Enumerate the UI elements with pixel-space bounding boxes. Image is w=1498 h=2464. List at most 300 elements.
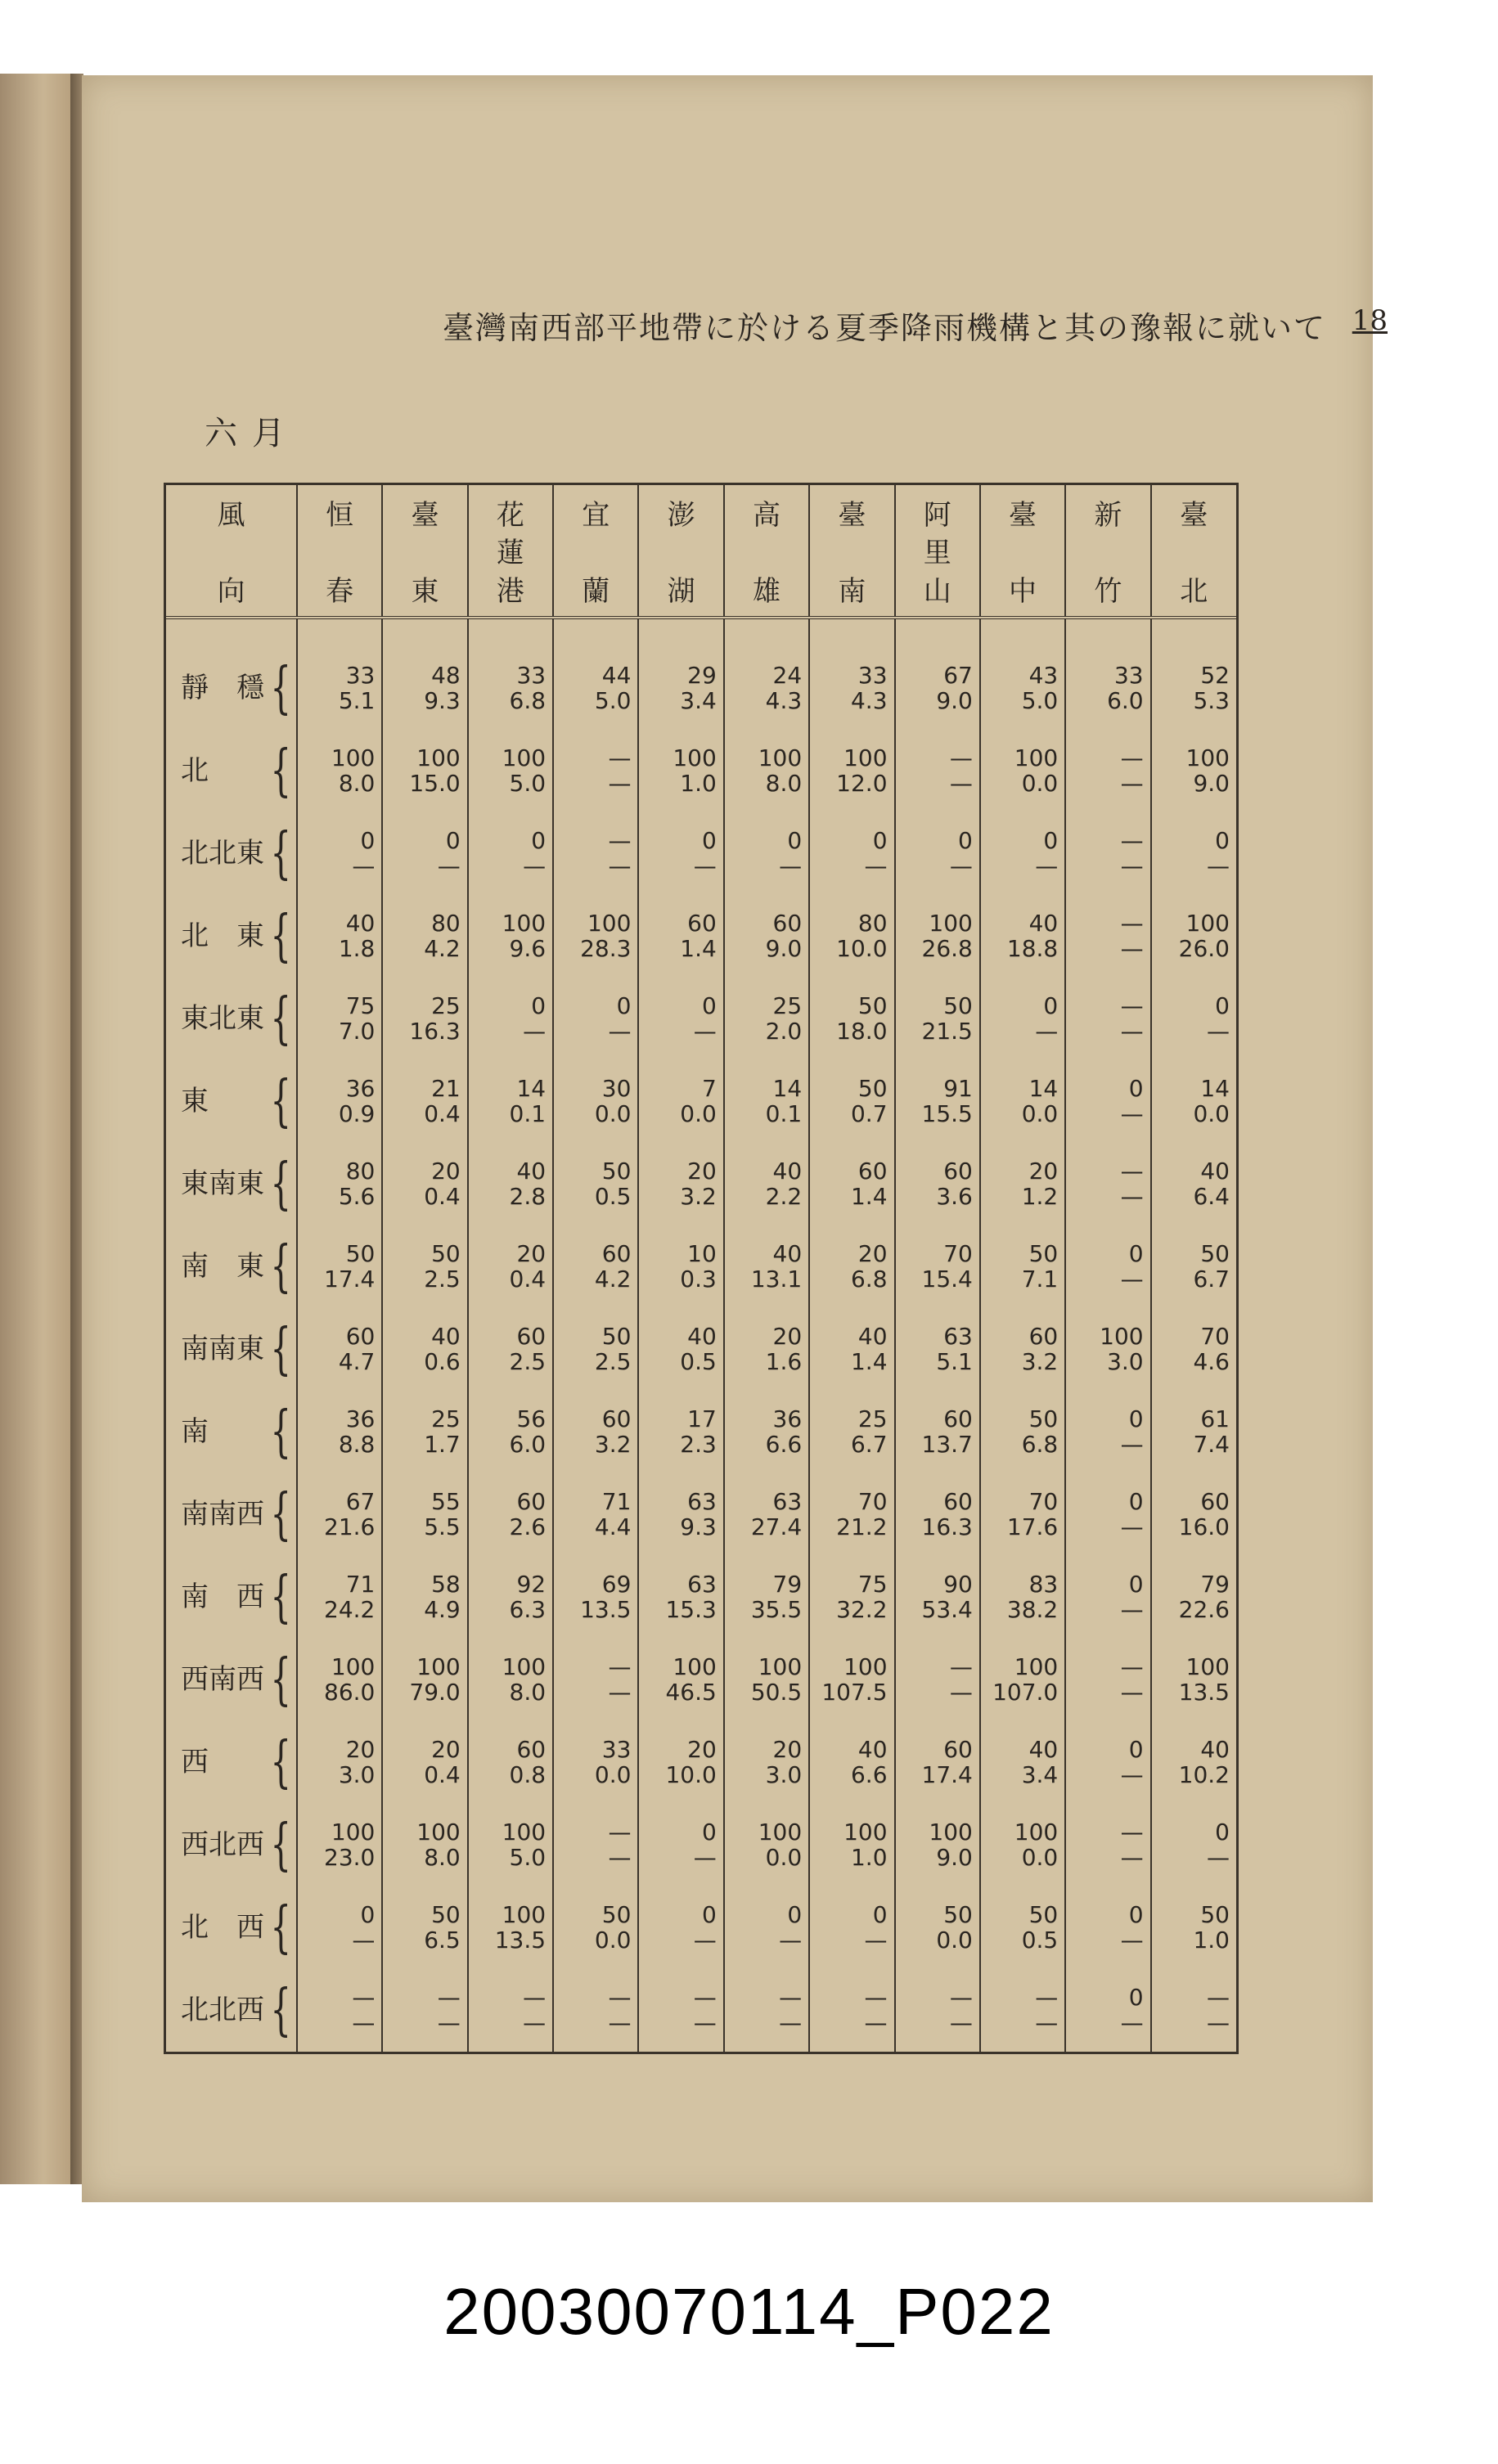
brace-icon: { [270,1152,291,1216]
rainfall-value: 0.0 [680,1099,717,1127]
frequency-value: 40 [1028,909,1059,937]
wind-direction-cell [166,978,297,1060]
table-cell [980,1639,1065,1721]
rainfall-value: 4.2 [424,934,461,962]
table-cell [297,1556,382,1639]
rainfall-value: 0.0 [1021,769,1059,797]
table-cell [1065,1391,1150,1473]
rainfall-value: — [608,852,632,879]
rainfall-value: — [949,1678,973,1706]
table-cell [724,1060,809,1143]
frequency-value: — [949,1652,973,1680]
table-row [166,1721,1236,1804]
rainfall-value: 0.7 [850,1099,888,1127]
table-cell [468,1556,553,1639]
rainfall-value: — [1120,852,1144,879]
frequency-value: 50 [1028,1405,1059,1432]
station-char: 竹 [1094,574,1122,608]
rainfall-value: — [693,1017,717,1045]
table-cell [638,1639,723,1721]
rainfall-value: 0.4 [424,1760,461,1788]
table-cell [468,1804,553,1886]
rainfall-value: — [608,2008,632,2036]
rainfall-value: — [1120,1017,1144,1045]
rainfall-value: 12.0 [836,769,888,797]
brace-icon: { [270,1730,291,1795]
table-cell [895,1721,980,1804]
table-header-row [166,485,1236,618]
station-char: 澎 [667,499,695,532]
station-char: 春 [326,574,354,608]
table-cell [724,1473,809,1556]
table-cell [1151,1639,1236,1721]
running-header: 臺灣南西部平地帶に於ける夏季降雨機構と其の豫報に就いて [442,310,1326,346]
table-cell [809,1886,894,1969]
rainfall-value: 4.2 [594,1265,632,1293]
rainfall-value: 2.8 [509,1182,547,1210]
table-cell [297,895,382,978]
rainfall-value: 18.8 [1006,934,1059,962]
table-cell [1065,978,1150,1060]
frequency-value: — [1120,1652,1144,1680]
station-char: 臺 [1180,499,1208,532]
table-cell [297,1886,382,1969]
rainfall-value: — [1207,2008,1230,2036]
frequency-value: 50 [943,991,973,1019]
frequency-value: 14 [1028,1074,1059,1102]
table-cell [809,1143,894,1225]
station-char: 恒 [326,499,354,532]
table-cell [638,1969,723,2052]
table-cell [297,812,382,895]
station-char: 蘭 [582,574,610,608]
rainfall-value: 2.5 [509,1347,547,1375]
brace-icon: { [270,656,291,721]
wind-direction-cell [166,1060,297,1143]
rainfall-value: 18.0 [836,1017,888,1045]
table-row [166,1143,1236,1225]
frequency-value: 0 [701,826,717,854]
table-cell [553,1060,638,1143]
rainfall-value: — [608,1678,632,1706]
rainfall-value: — [1120,1265,1144,1293]
wind-direction-label: 東 [181,1084,209,1117]
rainfall-value: 5.0 [594,686,632,714]
rainfall-value: 4.9 [424,1595,461,1623]
wind-direction-label: 北北東 [181,836,264,870]
frequency-value: 0 [701,991,717,1019]
rainfall-value: — [693,1843,717,1871]
frequency-value: 100 [502,1818,547,1846]
wind-direction-cell [166,1886,297,1969]
frequency-value: 80 [431,909,461,937]
rainfall-value: 17.6 [1006,1513,1059,1540]
rainfall-value: 6.4 [1193,1182,1230,1210]
table-cell [297,1721,382,1804]
frequency-value: 63 [687,1570,717,1598]
rainfall-value: 2.6 [509,1513,547,1540]
frequency-value: 48 [431,661,461,689]
rainfall-value: 6.8 [850,1265,888,1293]
frequency-value: 100 [331,1818,376,1846]
rainfall-value: — [693,2008,717,2036]
frequency-value: 69 [601,1570,632,1598]
page-number: 18 [1352,304,1388,337]
table-cell [895,1969,980,2052]
frequency-value: 75 [345,991,376,1019]
rainfall-value: 0.0 [594,1099,632,1127]
table-cell [468,1143,553,1225]
frequency-value: 14 [516,1074,547,1102]
frequency-value: 100 [1100,1322,1144,1350]
frequency-value: 79 [772,1570,803,1598]
frequency-value: 20 [687,1157,717,1185]
table-cell [382,895,467,978]
table-row [166,1473,1236,1556]
table-cell [724,812,809,895]
rainfall-value: 3.4 [1021,1760,1059,1788]
rainfall-value: 53.4 [921,1595,973,1623]
rainfall-value: 2.5 [424,1265,461,1293]
rainfall-value: — [1120,1678,1144,1706]
table-row [166,730,1236,812]
rainfall-value: — [1207,1017,1230,1045]
table-cell [1151,1556,1236,1639]
rainfall-value: 5.3 [1193,686,1230,714]
rainfall-value: 21.6 [324,1513,376,1540]
table-cell [638,1721,723,1804]
table-row [166,1060,1236,1143]
table-cell [468,1308,553,1391]
frequency-value: 70 [1028,1487,1059,1515]
table-cell [382,978,467,1060]
frequency-value: 100 [331,744,376,771]
frequency-value: 0 [958,826,973,854]
rainfall-value: — [1035,2008,1059,2036]
table-cell [382,1308,467,1391]
table-cell [468,895,553,978]
table-row [166,1886,1236,1969]
frequency-value: 92 [516,1570,547,1598]
rainfall-value: 15.4 [921,1265,973,1293]
table-cell [809,1225,894,1308]
rainfall-value: 6.5 [424,1926,461,1954]
rainfall-value: — [864,852,888,879]
frequency-value: 50 [1028,1900,1059,1928]
rainfall-value: 6.0 [509,1430,547,1458]
table-cell [553,895,638,978]
frequency-value: 100 [929,1818,973,1846]
frequency-value: 40 [772,1157,803,1185]
frequency-value: 30 [601,1074,632,1102]
frequency-value: 100 [673,744,717,771]
frequency-value: 100 [416,744,461,771]
rainfall-value: 1.4 [680,934,717,962]
frequency-value: 100 [758,744,803,771]
frequency-value: 100 [1014,1818,1059,1846]
station-char: 港 [496,574,524,608]
frequency-value: 100 [758,1818,803,1846]
table-cell [895,1556,980,1639]
table-cell [382,1391,467,1473]
frequency-value: 60 [943,1735,973,1763]
table-cell [1065,1804,1150,1886]
wind-direction-label: 靜 穩 [181,671,264,704]
rainfall-value: 9.3 [680,1513,717,1540]
table-cell [553,1225,638,1308]
rainfall-value: 3.0 [1107,1347,1144,1375]
rainfall-value: 0.0 [765,1843,803,1871]
rainfall-value: 3.6 [936,1182,973,1210]
frequency-value: 60 [345,1322,376,1350]
brace-icon: { [270,1978,291,2043]
frequency-value: 100 [331,1652,376,1680]
table-cell [382,1969,467,2052]
header-label: 風 [217,499,245,532]
table-row [166,1969,1236,2052]
rainfall-value: — [1120,1513,1144,1540]
rainfall-value: 7.1 [1021,1265,1059,1293]
table-body [166,618,1236,2052]
frequency-value: 80 [857,909,888,937]
frequency-value: 25 [857,1405,888,1432]
table-cell [724,1804,809,1886]
wind-direction-label: 南 西 [181,1580,264,1613]
table-cell [468,1060,553,1143]
frequency-value: 63 [943,1322,973,1350]
table-cell [980,895,1065,978]
table-cell [1151,647,1236,730]
table-cell [382,647,467,730]
frequency-value: 40 [857,1735,888,1763]
frequency-value: 50 [601,1157,632,1185]
rainfall-value: — [352,2008,376,2036]
frequency-value: 55 [431,1487,461,1515]
table-cell [553,1804,638,1886]
station-header [809,485,894,618]
brace-icon: { [270,987,291,1051]
table-cell [724,647,809,730]
rainfall-value: 7.4 [1193,1430,1230,1458]
table-cell [980,1308,1065,1391]
frequency-value: 33 [857,661,888,689]
station-char: 湖 [667,574,695,608]
rainfall-value: 21.5 [921,1017,973,1045]
header-wind-direction [166,485,297,618]
frequency-value: — [352,1983,376,2011]
frequency-value: 50 [431,1900,461,1928]
wind-direction-cell [166,812,297,895]
rainfall-value: 15.5 [921,1099,973,1127]
rainfall-value: 0.4 [424,1099,461,1127]
frequency-value: 0 [360,1900,376,1928]
frequency-value: 100 [1185,1652,1230,1680]
table-cell [382,1060,467,1143]
frequency-value: — [1120,744,1144,771]
frequency-value: 20 [1028,1157,1059,1185]
frequency-value: 0 [531,826,547,854]
rainfall-value: 1.0 [850,1843,888,1871]
table-cell [980,1556,1065,1639]
table-cell [1065,1721,1150,1804]
rainfall-value: — [1120,1926,1144,1954]
frequency-value: 33 [1113,661,1144,689]
frequency-value: 29 [687,661,717,689]
frequency-value: 100 [416,1818,461,1846]
table-row [166,647,1236,730]
rainfall-value: 10.0 [665,1760,717,1788]
frequency-value: 90 [943,1570,973,1598]
frequency-value: 20 [687,1735,717,1763]
wind-direction-cell [166,1721,297,1804]
table-cell [1151,730,1236,812]
frequency-value: 100 [1185,744,1230,771]
table-cell [724,978,809,1060]
table-cell [724,1143,809,1225]
frequency-value: 60 [687,909,717,937]
table-cell [724,1556,809,1639]
frequency-value: — [693,1983,717,2011]
rainfall-value: 28.3 [580,934,632,962]
rainfall-value: 2.2 [765,1182,803,1210]
frequency-value: 60 [943,1405,973,1432]
table-cell [297,1143,382,1225]
rainfall-value: 6.7 [1193,1265,1230,1293]
rainfall-value: 6.8 [509,686,547,714]
table-cell [297,1060,382,1143]
table-cell [1065,1473,1150,1556]
frequency-value: — [608,1652,632,1680]
rainfall-value: 0.0 [936,1926,973,1954]
frequency-value: — [1207,1983,1230,2011]
frequency-value: 67 [943,661,973,689]
table-cell [980,1804,1065,1886]
station-char: 宜 [582,499,610,532]
table-cell [553,1473,638,1556]
frequency-value: 100 [416,1652,461,1680]
brace-icon: { [270,1234,291,1299]
rainfall-value: 35.5 [750,1595,803,1623]
frequency-value: 91 [943,1074,973,1102]
station-header [468,485,553,618]
frequency-value: 0 [1215,826,1230,854]
rainfall-value: 46.5 [665,1678,717,1706]
table-cell [1065,1143,1150,1225]
table-cell [1151,1308,1236,1391]
rainfall-value: 26.8 [921,934,973,962]
frequency-value: 0 [701,1818,717,1846]
frequency-value: 71 [601,1487,632,1515]
frequency-value: 100 [502,909,547,937]
table-cell [895,1143,980,1225]
frequency-value: 0 [616,991,632,1019]
table-cell [1151,1143,1236,1225]
rainfall-value: 9.0 [936,686,973,714]
rainfall-value: — [1120,1430,1144,1458]
frequency-value: 100 [502,1652,547,1680]
frequency-value: 100 [843,1652,888,1680]
rainfall-value: 9.3 [424,686,461,714]
rainfall-value: — [1120,2008,1144,2036]
table-cell [809,1721,894,1804]
frequency-value: 0 [787,1900,803,1928]
rainfall-value: 1.7 [424,1430,461,1458]
rainfall-value: 32.2 [836,1595,888,1623]
rainfall-value: — [1120,769,1144,797]
brace-icon: { [270,1317,291,1382]
frequency-value: 50 [857,991,888,1019]
table-cell [809,730,894,812]
table-cell [724,895,809,978]
frequency-value: 20 [345,1735,376,1763]
table-cell [1151,812,1236,895]
table-cell [638,647,723,730]
rainfall-value: — [352,852,376,879]
table-cell [809,1473,894,1556]
table-cell [297,1804,382,1886]
frequency-value: 50 [345,1239,376,1267]
table-cell [1065,1969,1150,2052]
rainfall-value: 5.6 [338,1182,376,1210]
frequency-value: 14 [772,1074,803,1102]
rainfall-value: — [523,852,547,879]
frequency-value: 63 [772,1487,803,1515]
brace-icon: { [270,739,291,803]
frequency-value: 61 [1200,1405,1230,1432]
table-cell [1065,895,1150,978]
station-header [297,485,382,618]
table-cell [980,1886,1065,1969]
frequency-value: 50 [601,1322,632,1350]
rainfall-value: — [1120,1182,1144,1210]
table-cell [638,812,723,895]
rainfall-value: 1.2 [1021,1182,1059,1210]
rainfall-value: — [608,1017,632,1045]
frequency-value: 25 [431,1405,461,1432]
frequency-value: 100 [1014,1652,1059,1680]
rainfall-value: 2.3 [680,1430,717,1458]
frequency-value: 60 [1028,1322,1059,1350]
rainfall-value: 3.0 [765,1760,803,1788]
table-cell [724,730,809,812]
frequency-value: 0 [1043,826,1059,854]
frequency-value: 25 [772,991,803,1019]
frequency-value: 0 [1215,991,1230,1019]
rainfall-value: — [1120,1595,1144,1623]
table-cell [553,647,638,730]
table-cell [382,730,467,812]
table-cell [468,1969,553,2052]
frequency-value: 7 [701,1074,717,1102]
rainfall-value: 9.0 [765,934,803,962]
frequency-value: 44 [601,661,632,689]
rainfall-value: 3.0 [338,1760,376,1788]
frequency-value: 0 [1128,1487,1144,1515]
table-cell [1151,1225,1236,1308]
station-header [980,485,1065,618]
rainfall-value: — [523,1017,547,1045]
table-cell [638,1225,723,1308]
brace-icon: { [270,1400,291,1464]
rainfall-value: 8.0 [338,769,376,797]
rainfall-value: 24.2 [324,1595,376,1623]
frequency-value: 21 [431,1074,461,1102]
table-cell [809,1639,894,1721]
wind-direction-cell [166,647,297,730]
rainfall-value: 3.2 [1021,1347,1059,1375]
frequency-value: 0 [360,826,376,854]
station-char: 臺 [838,499,866,532]
